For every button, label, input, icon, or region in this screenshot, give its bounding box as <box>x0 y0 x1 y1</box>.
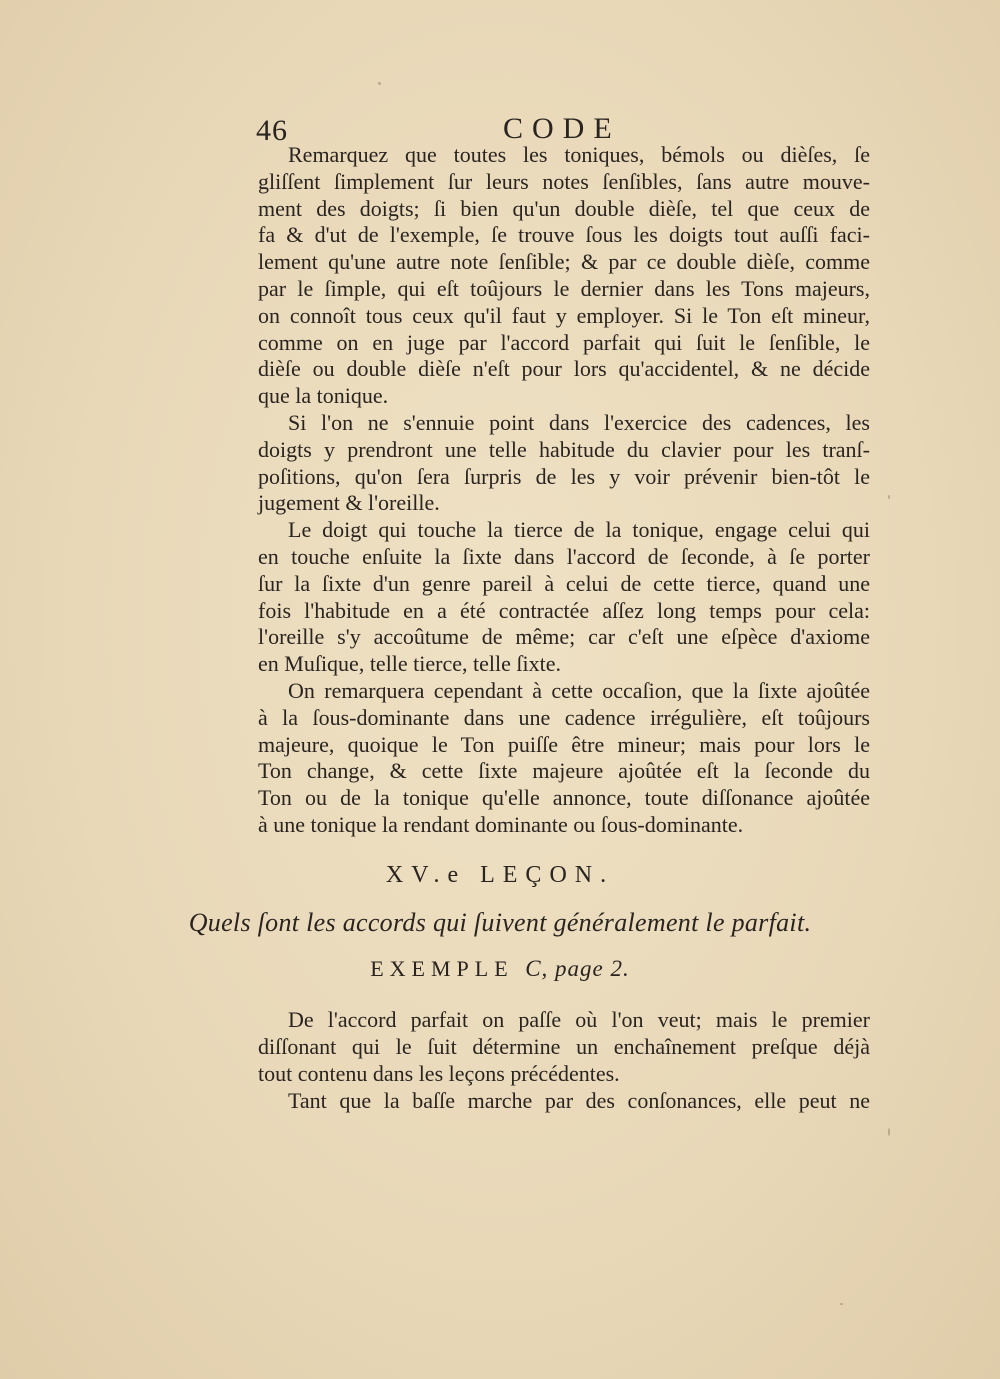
text-line: doigts y prendront une telle habitude du clavier pour les tranſ- <box>258 436 870 462</box>
text-line: diſſonant qui le ſuit détermine un enchaînement preſque déjà <box>258 1034 870 1059</box>
text-line: comme on en juge par l'accord parfait qui ſuit le ſenſible, le <box>258 329 870 355</box>
paper-speck <box>888 495 890 499</box>
text-line: à une tonique la rendant dominante ou ſous-dominante. <box>258 811 744 837</box>
text-line: l'oreille s'y accoûtume de même; car c'eſt une eſpèce d'axiome <box>258 624 870 650</box>
paragraph-6 <box>258 1087 870 1114</box>
text-line: Ton ou de la tonique qu'elle annonce, toute diſſonance ajoûtée <box>258 785 870 811</box>
paper-speck <box>840 1303 843 1305</box>
text-line: Remarquez que toutes les toniques, bémols ou dièſes, ſe <box>288 142 870 167</box>
text-line: Tant que la baſſe marche par des conſonances, elle peut ne <box>288 1088 870 1113</box>
text-line: poſitions, qu'on ſera ſurpris de les y voir prévenir bien-tôt le <box>258 463 870 489</box>
lesson-heading: XV.e LEÇON. <box>385 862 615 888</box>
text-line: Ton change, & cette ſixte majeure ajoûtée eſt la ſeconde du <box>258 758 870 784</box>
text-line: gliſſent ſimplement ſur leurs notes ſenſibles, ſans autre mouve- <box>258 168 870 194</box>
text-line: Si l'on ne s'ennuie point dans l'exercice des cadences, les <box>288 409 870 435</box>
text-line: en Muſique, telle tierce, telle ſixte. <box>258 651 561 677</box>
text-line: On remarquera cependant à cette occaſion, que la ſixte ajoûtée <box>288 677 870 703</box>
example-ref: C, page 2. <box>525 956 630 981</box>
paragraph-3 <box>258 517 870 678</box>
paper-speck <box>888 1128 890 1136</box>
text-line: ment des doigts; ſi bien qu'un double dièſe, tel que ceux de <box>258 195 870 221</box>
paragraph-4 <box>258 678 870 839</box>
text-line: que la tonique. <box>258 383 389 409</box>
paragraph-2 <box>258 410 870 517</box>
text-line: ſur la ſixte d'un genre pareil à celui de cette tierce, quand une <box>258 570 870 596</box>
running-head: CODE <box>503 112 621 145</box>
section-question: Quels ſont les accords qui ſuivent généralement le parfait. <box>188 908 812 937</box>
example-word: EXEMPLE <box>370 956 514 981</box>
paper-speck <box>378 82 381 85</box>
text-line: fois l'habitude en a été contractée aſſez long temps pour cela: <box>258 597 870 623</box>
body-text-2 <box>258 1006 870 1114</box>
text-line: en touche enſuite la ſixte dans l'accord de ſeconde, à ſe porter <box>258 543 870 569</box>
text-line: Le doigt qui touche la tierce de la tonique, engage celui qui <box>288 517 870 543</box>
paragraph-1 <box>258 142 870 410</box>
text-line: majeure, quoique le Ton puiſſe être mineur; mais pour lors le <box>258 731 870 757</box>
paragraph-5 <box>258 1006 870 1087</box>
example-reference <box>0 956 1000 982</box>
text-line: De l'accord parfait on paſſe où l'on veut; mais le premier <box>288 1007 870 1032</box>
text-line: à la ſous-dominante dans une cadence irrégulière, eſt toûjours <box>258 704 870 730</box>
text-line: fa & d'ut de l'exemple, ſe trouve ſous les doigts tout auſſi faci- <box>258 222 870 248</box>
text-line: jugement & l'oreille. <box>258 490 440 516</box>
page-number: 46 <box>256 114 288 147</box>
text-line: dièſe ou double dièſe n'eſt pour lors qu'accidentel, & ne décide <box>258 356 870 382</box>
text-line: tout contenu dans les leçons précédentes. <box>258 1061 620 1086</box>
text-line: lement qu'une autre note ſenſible; & par ce double dièſe, comme <box>258 249 870 275</box>
body-text <box>258 142 870 839</box>
text-line: on connoît tous ceux qu'il faut y employer. Si le Ton eſt mineur, <box>258 302 870 328</box>
text-line: par le ſimple, qui eſt toûjours le dernier dans les Tons majeurs, <box>258 275 870 301</box>
